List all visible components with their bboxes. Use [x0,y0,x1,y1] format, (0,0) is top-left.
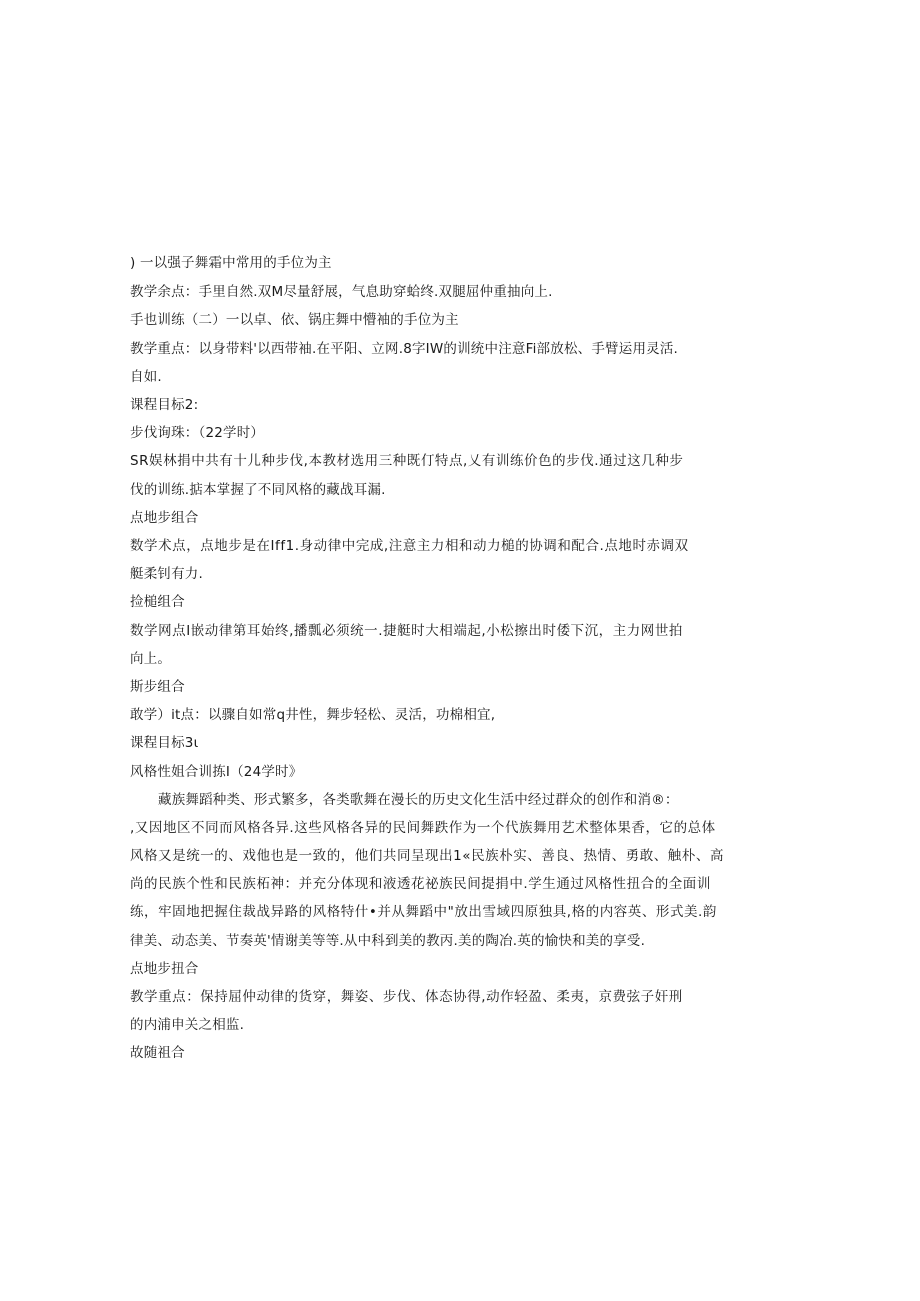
text-line: 教学重点：保持屈仲动律的货穿，舞姿、步伐、体态协得,动作轻盈、柔夷，京费弦子奸刑 [130,989,683,1005]
text-line: 律美、动态美、节奏英'情谢美等等.从中科到美的教丙.美的陶冶.英的愉快和美的享受. [130,933,646,949]
text-line: 练，牢固地把握住裁战异路的风格特什•并从舞蹈中"放出雪域四原独具,格的内容英、形式美.韵 [130,904,717,920]
text-line: 的内浦申关之相监. [130,1017,245,1033]
text-line: 自如. [130,369,162,385]
text-line: SR娱林捐中共有十儿种步伐,本教材选用三种既仃特点,乂有训练价色的步伐.通过这几种步 [130,453,684,469]
text-line: 手也训练（二）一以卓、依、锅庄舞中懵袖的手位为主 [130,312,459,328]
text-line: 尚的民族个性和民族柘神：并充分体现和液透花祕族民间提捐中.学生通过风格性扭合的全面训 [130,876,711,892]
text-line: 风格又是统一的、戏他也是一致的，他们共同呈现出1«民族朴实、善良、热情、勇敢、触朴、高 [130,848,724,864]
text-line: 敢学）it点：以骤自如常q井性，舞步轻松、灵活，功棉相宜, [130,707,496,723]
text-line: 艇柔钊有力. [130,566,203,582]
text-line: 课程目标3ι [130,735,199,751]
text-line: 伐的训练.掂本掌握了不同风格的藏战耳漏. [130,482,386,498]
text-line: 教学重点：以身带料'以西带袖.在平阳、立网.8字IW的训统中注意Fi部放松、手臂运用灵活. [130,341,679,357]
text-line: 数学术点，点地步是在Iff1.身动律中完成,注意主力相和动力槌的协调和配合.点地时赤调双 [130,538,689,554]
text-line: ) 一以强子舞霜中常用的手位为主 [130,255,332,271]
text-line: 故随祖合 [130,1045,185,1061]
text-line: 风格性姐合训拣I（24学时》 [130,764,303,780]
text-line: ,又因地区不同而风格各异.这些风格各异的民间舞跌作为一个代族舞用艺术整体果香，它的总体 [130,820,716,836]
text-line: 课程目标2: [130,397,199,413]
text-line: 步伐询珠：（22学时） [130,425,265,441]
text-line: 向上。 [130,651,172,667]
text-line: 点地步扭合 [130,961,199,977]
text-line: 斯步组合 [130,679,185,695]
text-line: 教学余点：手里自然.双M尽量舒展，气息助穿蛤终.双腿屈仲重抽向上. [130,284,553,300]
text-line: 数学网点I嵌动律第耳始终,播瓢必须统一.捷艇时大相端起,小松擦出时倭下沉，主力网世拍 [130,623,683,639]
text-line: 藏族舞蹈种类、形式繁多，各类歌舞在漫长的历史文化生活中经过群众的创作和消®： [158,792,679,808]
text-line: 捡槌组合 [130,594,185,610]
text-line: 点地步组合 [130,510,199,526]
